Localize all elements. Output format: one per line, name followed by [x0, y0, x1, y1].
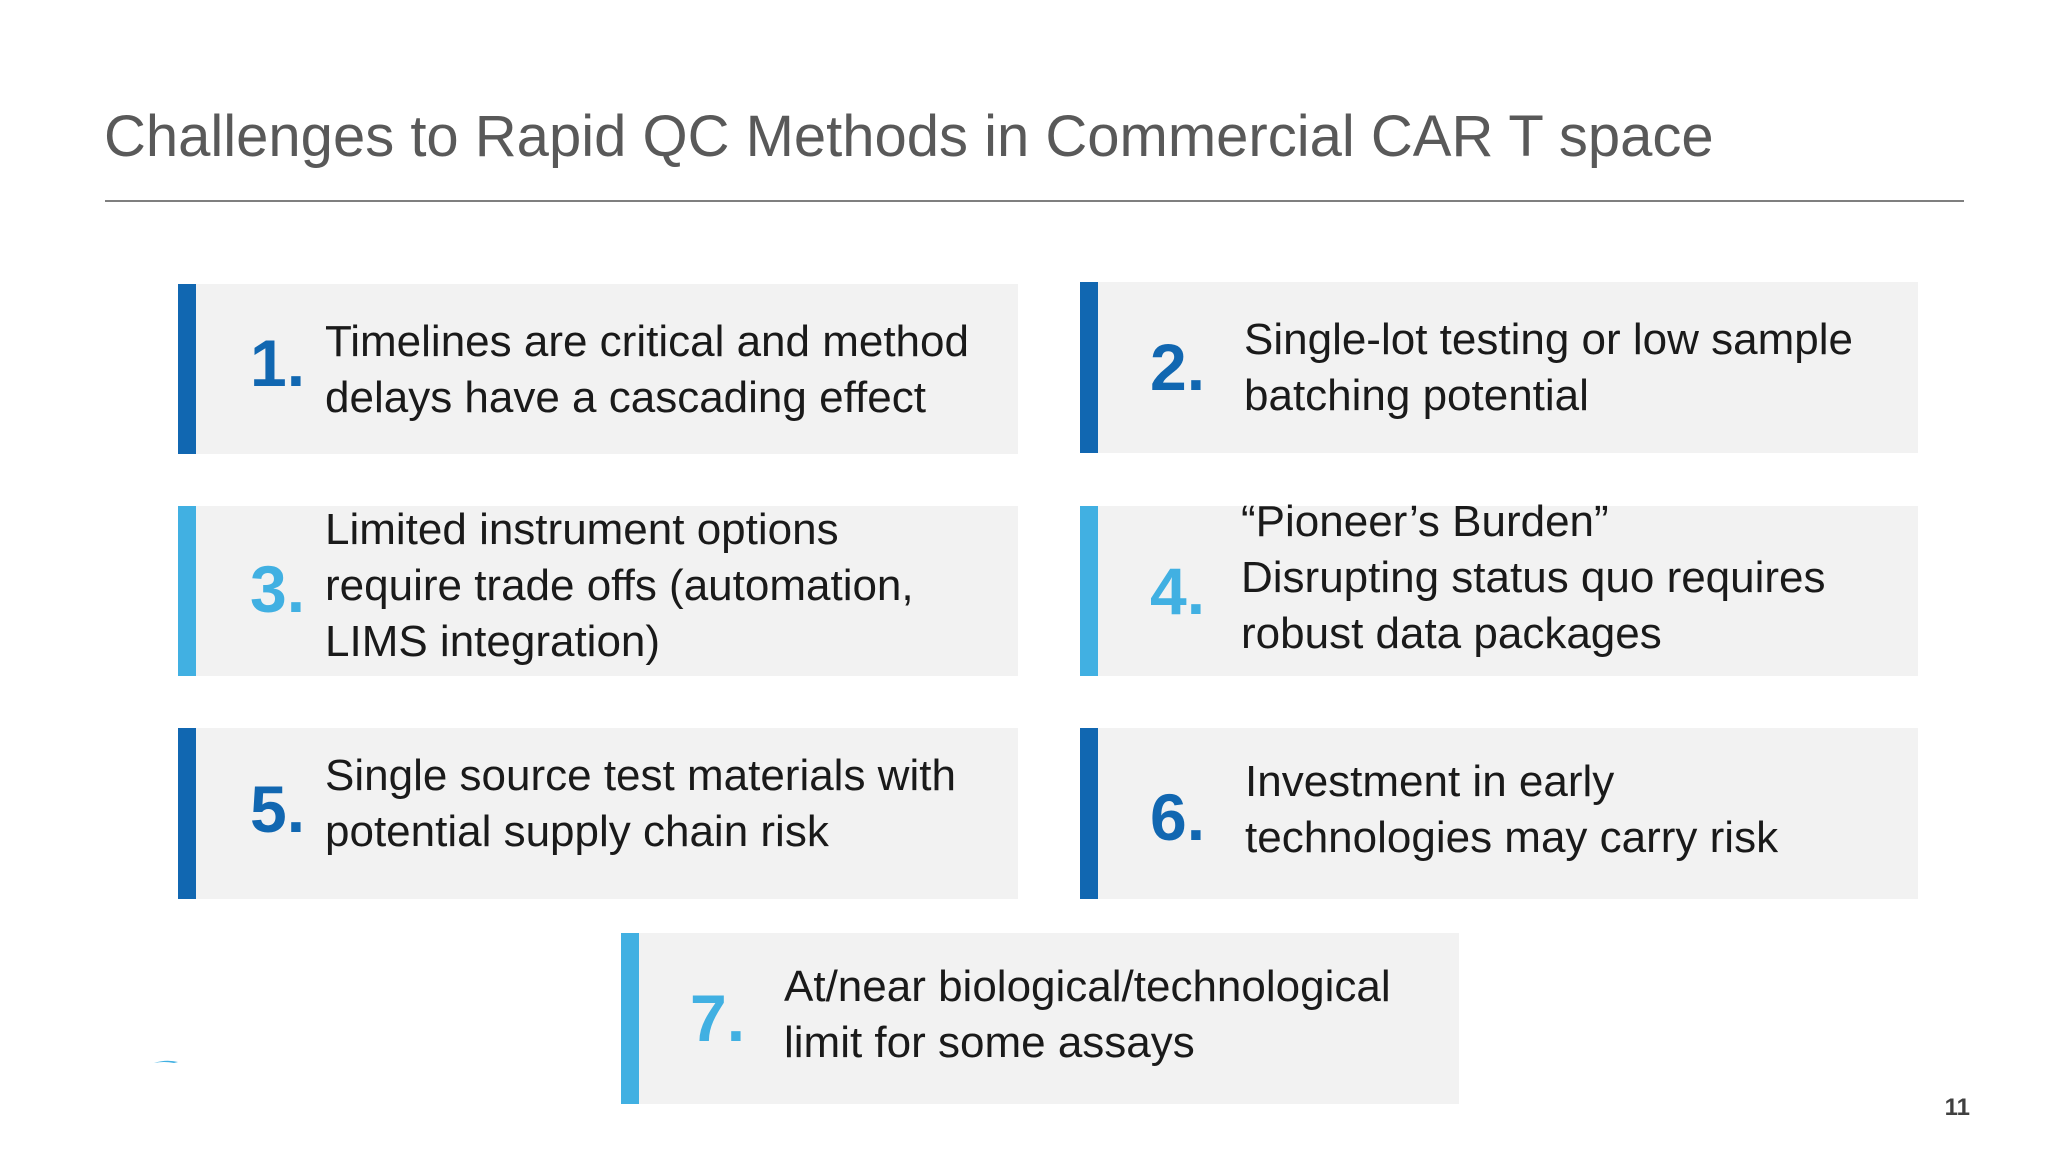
- challenge-card-6: [1080, 728, 1918, 899]
- accent-bar: [178, 506, 196, 676]
- challenge-card-2: [1080, 282, 1918, 453]
- challenge-text-line: delays have a cascading effect: [325, 373, 926, 422]
- challenge-number: 2.: [1150, 330, 1206, 404]
- challenge-text-line: LIMS integration): [325, 617, 661, 666]
- challenge-text: [1245, 754, 1778, 866]
- accent-bar: [1080, 506, 1098, 676]
- challenge-number: 7.: [690, 981, 746, 1055]
- challenge-card-7: [621, 933, 1459, 1104]
- challenge-number: 5.: [250, 772, 306, 846]
- challenge-number: 3.: [250, 552, 306, 626]
- accent-bar: [1080, 282, 1098, 453]
- challenge-text-line: require trade offs (automation,: [325, 561, 914, 610]
- title-divider: [105, 200, 1964, 202]
- accent-bar: [178, 284, 196, 454]
- challenge-text-line: batching potential: [1244, 371, 1589, 420]
- challenge-card-5: [178, 728, 1018, 899]
- challenge-number: 1.: [250, 326, 306, 400]
- challenge-text-line: At/near biological/technological: [784, 962, 1391, 1011]
- challenge-text: [1244, 312, 1853, 424]
- challenge-text-line: Single-lot testing or low sample: [1244, 315, 1853, 364]
- slide-title: Challenges to Rapid QC Methods in Commercial CAR T space: [104, 104, 1714, 169]
- challenge-number: 6.: [1150, 780, 1206, 854]
- page-number: 11: [1944, 1094, 1970, 1121]
- challenge-text: [325, 502, 914, 670]
- challenge-card-1: [178, 284, 1018, 454]
- challenge-text-line: limit for some assays: [784, 1018, 1195, 1067]
- challenge-text-line: robust data packages: [1241, 609, 1662, 658]
- challenge-text: [1241, 494, 1826, 662]
- challenge-text-line: Disrupting status quo requires: [1241, 553, 1826, 602]
- accent-bar: [178, 728, 196, 899]
- accent-bar: [621, 933, 639, 1104]
- challenge-text-line: “Pioneer’s Burden”: [1241, 497, 1609, 546]
- challenge-number: 4.: [1150, 554, 1206, 628]
- challenge-card-4: [1080, 497, 1918, 676]
- challenge-text-line: technologies may carry risk: [1245, 813, 1779, 862]
- challenge-text: [784, 959, 1391, 1071]
- challenge-text-line: Timelines are critical and method: [325, 317, 969, 366]
- challenge-text-line: Single source test materials with: [325, 751, 956, 800]
- challenge-text-line: potential supply chain risk: [325, 807, 829, 856]
- challenge-text: [325, 748, 956, 860]
- accent-bar: [1080, 728, 1098, 899]
- logo-mark: [154, 1059, 178, 1064]
- challenge-text-line: Investment in early: [1245, 757, 1615, 806]
- challenge-card-3: [178, 506, 1018, 676]
- challenge-text-line: Limited instrument options: [325, 505, 839, 554]
- challenge-text: [325, 314, 969, 426]
